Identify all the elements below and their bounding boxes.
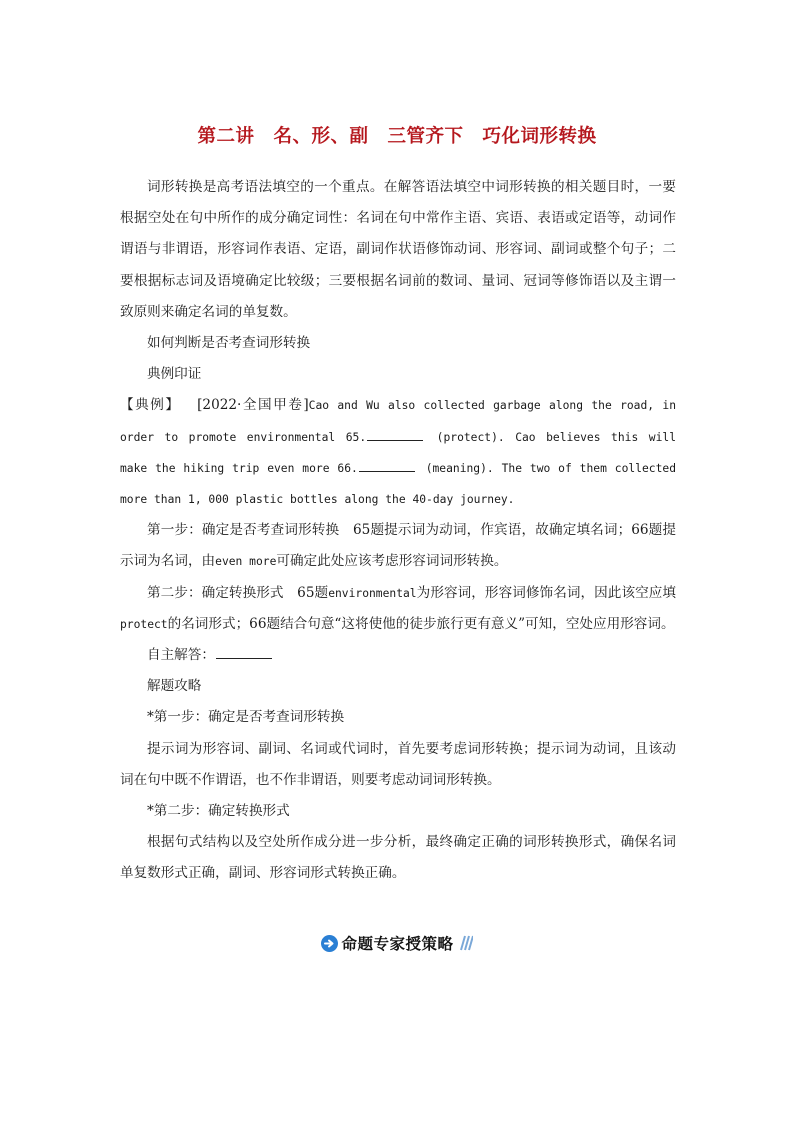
step1-paragraph bbox=[120, 515, 676, 577]
intro-paragraph: 词形转换是高考语法填空的一个重点。在解答语法填空中词形转换的相关题目时，一要根据空处在句中所作的成分确定词性：名词在句中常作主语、宾语、表语或定语等，动词作谓语与非谓语，形容词作表语、定语，副词作状语修饰动词、形容词、副词或整个句子；二要根据标志词及语境确定比较级；三要根据名词前的数词、量词、冠词等修饰语以及主谓一致原则来确定名词的单复数。 bbox=[120, 179, 676, 320]
step1-en: even more bbox=[215, 555, 277, 569]
step1-tail: 可确定此处应该考虑形容词词形转换。 bbox=[276, 553, 508, 570]
step2-en2: protect bbox=[120, 617, 168, 631]
stripes-icon bbox=[457, 935, 473, 951]
self-answer-label: 自主解答： bbox=[147, 647, 215, 664]
example-text-b: (protect). Cao believes this will make the hiking trip even more 66. bbox=[120, 430, 676, 475]
step1-lead: 第一步：确定是否考查词形转换 65题提示词为动词，作宾语，故确定填名词；66题提示词为名词，由 bbox=[120, 522, 676, 570]
tip2-heading: *第二步：确定转换形式 bbox=[147, 803, 290, 820]
strategy-heading: 解题攻略 bbox=[147, 678, 202, 695]
example-text-a: Cao and Wu also collected garbage along the road, in order to promote environmental 65. bbox=[120, 399, 677, 444]
tip1-heading: *第一步：确定是否考查词形转换 bbox=[147, 709, 345, 726]
step2-paragraph bbox=[120, 578, 676, 640]
blank-66 bbox=[359, 459, 415, 472]
step2-en1: environmental bbox=[328, 586, 417, 600]
example-label: 【典例】 bbox=[120, 397, 181, 414]
example-passage bbox=[120, 390, 676, 515]
example-source: [2022·全国甲卷] bbox=[197, 397, 309, 414]
how-to-judge-heading: 如何判断是否考查词形转换 bbox=[147, 335, 311, 352]
tip2-body: 根据句式结构以及空处所作成分进一步分析，最终确定正确的词形转换形式，确保名词单复数形式正确，副词、形容词形式转换正确。 bbox=[120, 834, 676, 882]
arrow-right-circle-icon bbox=[321, 935, 338, 952]
document-body bbox=[120, 172, 676, 890]
expert-strategy-banner bbox=[0, 932, 794, 954]
tip1-body: 提示词为形容词、副词、名词或代词时，首先要考虑词形转换；提示词为动词，且该动词在句中既不作谓语，也不作非谓语，则要考虑动词词形转换。 bbox=[120, 740, 676, 788]
step2-mid: 为形容词，形容词修饰名词，因此该空应填 bbox=[416, 584, 677, 601]
self-answer-line bbox=[120, 640, 676, 671]
self-answer-blank bbox=[216, 646, 272, 659]
step2-tail: 的名词形式；66题结合句意“这将使他的徒步旅行更有意义”可知，空处应用形容词。 bbox=[167, 615, 675, 632]
example-heading: 典例印证 bbox=[147, 366, 202, 383]
page-title: 第二讲 名、形、副 三管齐下 巧化词形转换 bbox=[197, 126, 597, 147]
example-text-c: (meaning). The two of them collected more than 1, 000 plastic bottles along the 40-day journey. bbox=[120, 461, 676, 507]
blank-65 bbox=[367, 428, 423, 441]
step2-lead: 第二步：确定转换形式 65题 bbox=[147, 584, 329, 601]
banner-title: 命题专家授策略 bbox=[341, 935, 454, 953]
